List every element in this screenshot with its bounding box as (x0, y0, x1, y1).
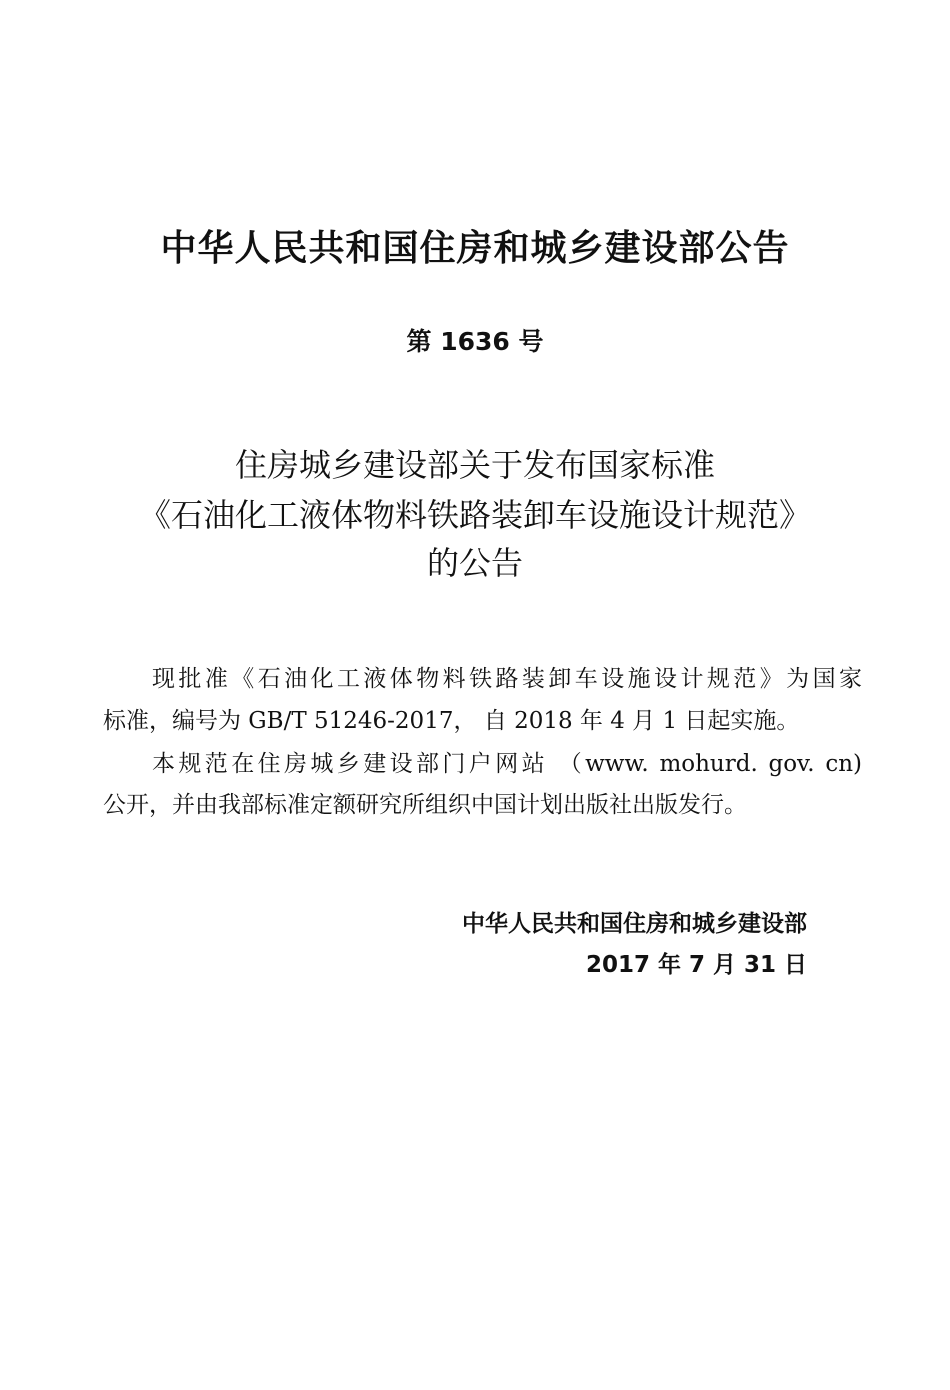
body-paragraph-2-line-2: 公开，并由我部标准定额研究所组织中国计划出版社出版发行。 (103, 792, 747, 818)
issuer-heading: 中华人民共和国住房和城乡建设部公告 (160, 228, 790, 269)
title-line-1: 住房城乡建设部关于发布国家标准 (234, 446, 715, 484)
signature-organization: 中华人民共和国住房和城乡建设部 (462, 911, 807, 937)
body-paragraph-1-line-2: 标准，编号为 GB/T 51246-2017， 自 2018 年 4 月 1 日起实施。 (103, 708, 800, 734)
body-paragraph-2-line-1: 本规范在住房城乡建设部门户网站 （www. mohurd. gov. cn) (152, 751, 862, 777)
title-line-2: 《石油化工液体物料铁路装卸车设施设计规范》 (138, 496, 811, 534)
title-line-3: 的公告 (426, 544, 523, 582)
announcement-number: 第 1636 号 (406, 327, 544, 356)
signature-date: 2017 年 7 月 31 日 (585, 952, 807, 978)
body-paragraph-1-line-1: 现批准《石油化工液体物料铁路装卸车设施设计规范》为国家 (152, 666, 862, 692)
